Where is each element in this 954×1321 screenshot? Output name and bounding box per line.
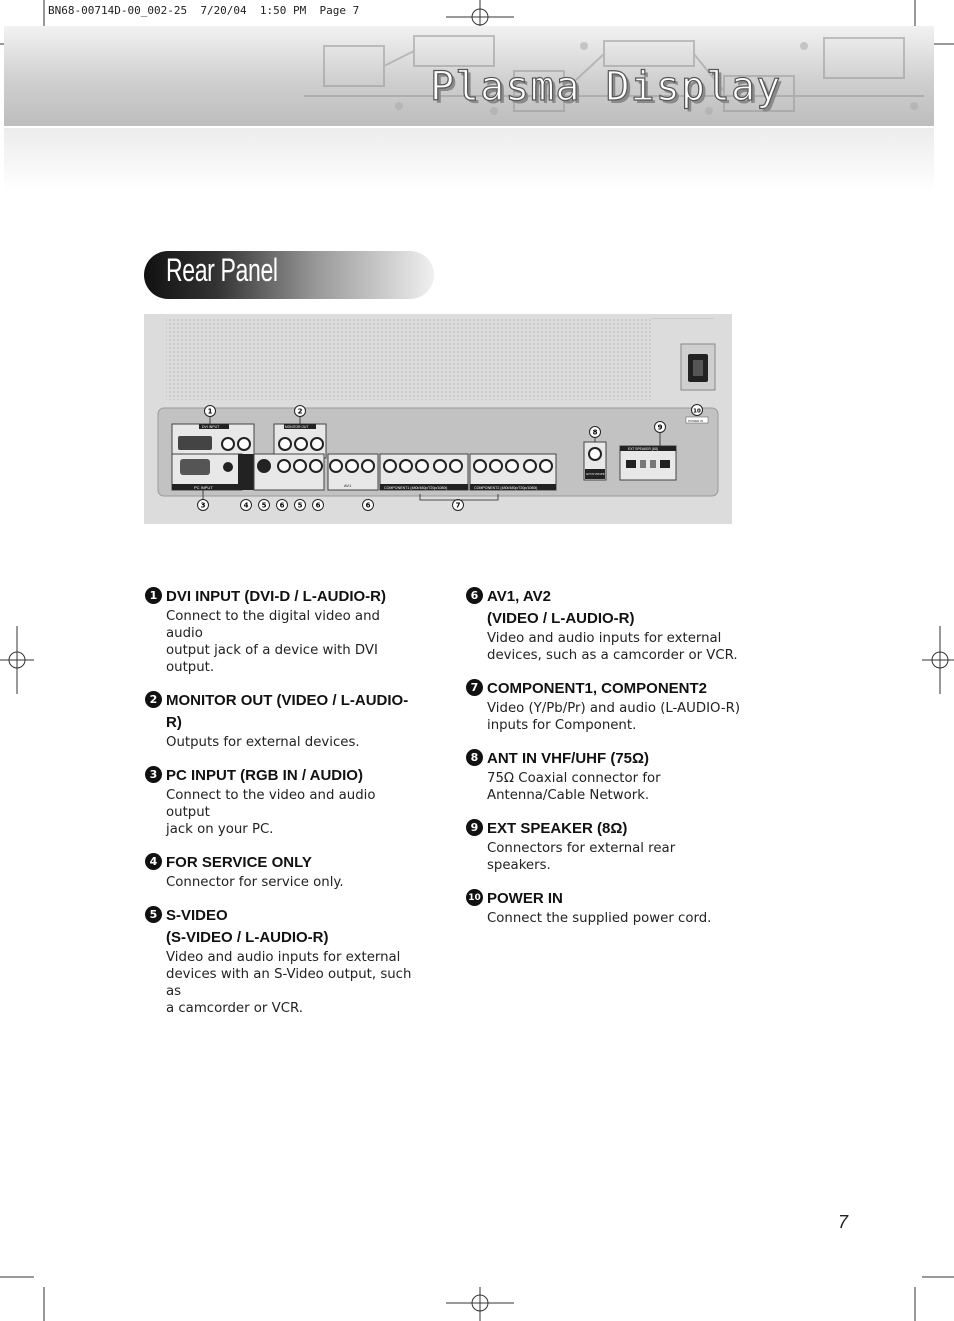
feature-title: AV1, AV2 (VIDEO / L-AUDIO-R) xyxy=(487,588,635,627)
feature-description: Video and audio inputs for external devices with an S-Video output, such as a camcorder or VCR. xyxy=(166,950,412,1016)
service-port xyxy=(238,454,254,490)
print-slug: BN68-00714D-00_002-25 7/20/04 1:50 PM Page 7 xyxy=(48,4,360,17)
callout-5b xyxy=(295,500,306,511)
number-badge: 9 xyxy=(466,819,483,836)
feature-item-9 xyxy=(466,818,741,874)
svg-text:9: 9 xyxy=(657,423,663,432)
feature-item-4 xyxy=(145,852,420,891)
feature-item-6 xyxy=(466,586,741,664)
number-badge: 5 xyxy=(145,906,162,923)
number-badge: 10 xyxy=(466,889,483,906)
callout-3 xyxy=(198,500,209,511)
feature-list-right xyxy=(466,586,741,941)
s-video-jack xyxy=(257,459,271,473)
feature-title: EXT SPEAKER (8Ω) xyxy=(487,820,628,837)
feature-description: Connect to the digital video and audio output jack of a device with DVI output. xyxy=(166,609,380,675)
number-badge: 2 xyxy=(145,691,162,708)
component1-pr-jack xyxy=(416,460,428,472)
callout-1 xyxy=(205,406,216,417)
component1-pb-jack xyxy=(400,460,412,472)
svg-text:8: 8 xyxy=(592,428,598,437)
s-video-audio-l-jack xyxy=(278,460,290,472)
ant-in-label: ANT IN VHF/UHF xyxy=(586,473,605,476)
callout-6b xyxy=(313,500,324,511)
callout-5a xyxy=(259,500,270,511)
feature-list-left xyxy=(145,586,420,1031)
pc-input-label: PC INPUT xyxy=(194,485,213,490)
svg-text:3: 3 xyxy=(200,501,206,510)
svg-text:1: 1 xyxy=(207,407,213,416)
s-video-audio-r-jack xyxy=(294,460,306,472)
svg-text:5: 5 xyxy=(261,501,267,510)
feature-description: Connector for service only. xyxy=(166,875,344,890)
av1-audio-l-jack xyxy=(346,460,358,472)
monitor-out-audio-l-jack xyxy=(295,438,307,450)
feature-description: Connectors for external rear speakers. xyxy=(487,841,676,873)
callout-4 xyxy=(241,500,252,511)
av1-audio-r-jack xyxy=(362,460,374,472)
feature-title: MONITOR OUT (VIDEO / L-AUDIO-R) xyxy=(166,692,409,731)
number-badge: 1 xyxy=(145,587,162,604)
vent-grille xyxy=(166,318,652,400)
rear-panel-illustration xyxy=(144,314,732,524)
callout-6a xyxy=(277,500,288,511)
svg-text:5: 5 xyxy=(297,501,303,510)
svg-text:4: 4 xyxy=(243,501,249,510)
svg-text:7: 7 xyxy=(455,501,461,510)
feature-item-2 xyxy=(145,690,420,751)
callout-10 xyxy=(692,405,703,416)
monitor-out-label: MONITOR OUT xyxy=(285,425,309,429)
header-subband xyxy=(4,128,934,192)
callout-8 xyxy=(590,427,601,438)
number-badge: 7 xyxy=(466,679,483,696)
component2-audio-r-jack xyxy=(540,460,552,472)
page-number: 7 xyxy=(838,1212,849,1232)
number-badge: 8 xyxy=(466,749,483,766)
feature-item-3 xyxy=(145,765,420,838)
ext-speaker-l-terminal xyxy=(626,460,636,468)
av1-video-jack xyxy=(330,460,342,472)
feature-title: POWER IN xyxy=(487,890,563,907)
component1-label: COMPONENT1 (480i/480p/720p/1080i) xyxy=(384,486,448,490)
feature-description: Video and audio inputs for external devices, such as a camcorder or VCR. xyxy=(487,631,738,663)
dvi-audio-l-jack xyxy=(222,438,234,450)
component2-audio-l-jack xyxy=(524,460,536,472)
number-badge: 3 xyxy=(145,766,162,783)
component1-y-jack xyxy=(384,460,396,472)
feature-item-1 xyxy=(145,586,420,676)
feature-title: FOR SERVICE ONLY xyxy=(166,854,312,871)
svg-text:10: 10 xyxy=(693,408,701,415)
component2-pr-jack xyxy=(506,460,518,472)
monitor-out-audio-r-jack xyxy=(311,438,323,450)
feature-title: COMPONENT1, COMPONENT2 xyxy=(487,680,708,697)
number-badge: 4 xyxy=(145,853,162,870)
feature-title: DVI INPUT (DVI-D / L-AUDIO-R) xyxy=(166,588,386,605)
ext-speaker-r-terminal xyxy=(660,460,670,468)
feature-item-7 xyxy=(466,678,741,734)
dvi-audio-r-jack xyxy=(238,438,250,450)
ext-speaker-label: EXT SPEAKER (8Ω) xyxy=(628,447,659,451)
monitor-out-video-jack xyxy=(279,438,291,450)
component2-pb-jack xyxy=(490,460,502,472)
svg-text:6: 6 xyxy=(279,501,285,510)
callout-9 xyxy=(655,422,666,433)
callout-7 xyxy=(453,500,464,511)
component2-y-jack xyxy=(474,460,486,472)
feature-item-10 xyxy=(466,888,741,927)
feature-description: Connect to the video and audio output jack on your PC. xyxy=(166,788,376,837)
feature-item-5 xyxy=(145,905,420,1017)
callout-6c xyxy=(363,500,374,511)
svg-text:6: 6 xyxy=(315,501,321,510)
feature-description: Connect the supplied power cord. xyxy=(487,911,712,926)
number-badge: 6 xyxy=(466,587,483,604)
av2-video-jack xyxy=(310,460,322,472)
pc-audio-jack xyxy=(223,462,233,472)
component1-audio-r-jack xyxy=(450,460,462,472)
feature-title: PC INPUT (RGB IN / AUDIO) xyxy=(166,767,363,784)
power-in-label: POWER IN xyxy=(688,419,704,423)
dvi-port xyxy=(178,436,212,450)
feature-title: S-VIDEO (S-VIDEO / L-AUDIO-R) xyxy=(166,907,329,946)
feature-description: 75Ω Coaxial connector for Antenna/Cable Network. xyxy=(487,771,661,803)
svg-text:2: 2 xyxy=(297,407,303,416)
dvi-label: DVI INPUT xyxy=(202,425,220,429)
svg-text:6: 6 xyxy=(365,501,371,510)
callout-2 xyxy=(295,406,306,417)
av1-label: AV1 xyxy=(344,483,352,488)
feature-description: Outputs for external devices. xyxy=(166,735,360,750)
ant-in-jack xyxy=(589,448,601,460)
component2-label: COMPONENT2 (480i/480p/720p/1080i) xyxy=(474,486,538,490)
section-title: Rear Panel xyxy=(166,252,278,288)
vent-grille-edge xyxy=(652,318,714,319)
feature-description: Video (Y/Pb/Pr) and audio (L-AUDIO-R) inputs for Component. xyxy=(487,701,741,733)
pc-rgb-port xyxy=(180,459,210,475)
feature-title: ANT IN VHF/UHF (75Ω) xyxy=(487,750,650,767)
feature-item-8 xyxy=(466,748,741,804)
component1-audio-l-jack xyxy=(434,460,446,472)
header-title: Plasma Display xyxy=(430,64,782,110)
